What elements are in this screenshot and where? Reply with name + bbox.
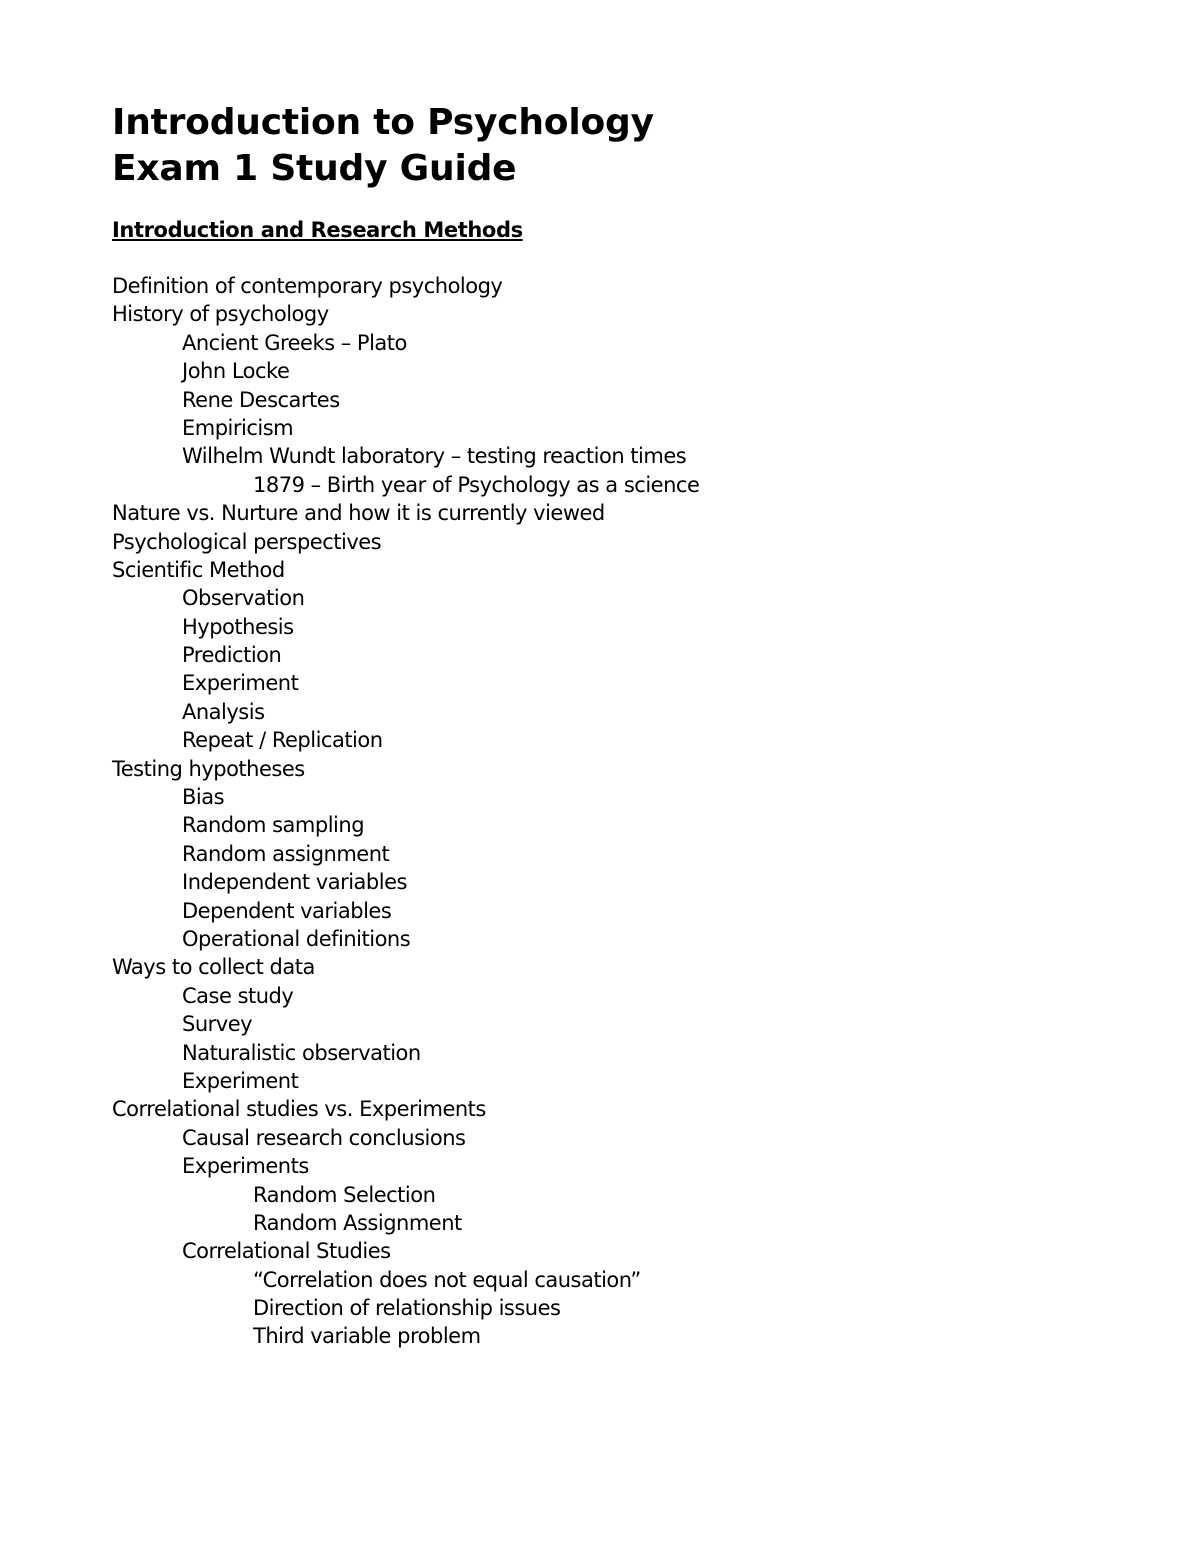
outline-item: Third variable problem xyxy=(253,1324,481,1349)
outline-item: Naturalistic observation xyxy=(182,1040,421,1065)
section-heading: Introduction and Research Methods xyxy=(112,218,523,242)
outline-item: History of psychology xyxy=(112,302,329,327)
outline-item: Ancient Greeks – Plato xyxy=(182,330,407,355)
outline-item: Independent variables xyxy=(182,870,407,895)
outline-item: Psychological perspectives xyxy=(112,529,382,554)
outline-item: John Locke xyxy=(182,359,290,384)
outline-item: Bias xyxy=(182,785,225,810)
outline-item: Case study xyxy=(182,983,294,1008)
outline-item: Scientific Method xyxy=(112,557,285,582)
outline-item: Testing hypotheses xyxy=(112,756,305,781)
outline-item: Experiment xyxy=(182,1068,299,1093)
outline-item: Random Assignment xyxy=(253,1210,462,1235)
outline-item: Random Selection xyxy=(253,1182,436,1207)
study-guide-outline xyxy=(112,272,1112,1351)
outline-item: Prediction xyxy=(182,643,282,668)
outline-item: Analysis xyxy=(182,699,265,724)
outline-item: Empiricism xyxy=(182,415,294,440)
outline-item: Wilhelm Wundt laboratory – testing reaction times xyxy=(182,444,687,469)
outline-item: Survey xyxy=(182,1012,253,1037)
outline-item: Nature vs. Nurture and how it is currently viewed xyxy=(112,501,605,526)
outline-item: Operational definitions xyxy=(182,926,411,951)
outline-item: Ways to collect data xyxy=(112,955,315,980)
outline-item: Hypothesis xyxy=(182,614,294,639)
outline-item: “Correlation does not equal causation” xyxy=(253,1267,641,1292)
outline-item: Correlational Studies xyxy=(182,1239,391,1264)
outline-item: Random assignment xyxy=(182,841,390,866)
outline-item: Dependent variables xyxy=(182,898,392,923)
outline-item: Direction of relationship issues xyxy=(253,1296,561,1321)
outline-item: Repeat / Replication xyxy=(182,728,383,753)
outline-item: 1879 – Birth year of Psychology as a science xyxy=(253,472,700,497)
outline-item: Correlational studies vs. Experiments xyxy=(112,1097,486,1122)
outline-item: Experiments xyxy=(182,1154,309,1179)
outline-item: Random sampling xyxy=(182,813,365,838)
outline-item: Rene Descartes xyxy=(182,387,340,412)
outline-item: Experiment xyxy=(182,671,299,696)
document-title-line-2: Exam 1 Study Guide xyxy=(112,148,517,189)
document-page xyxy=(112,100,1112,1351)
outline-item: Causal research conclusions xyxy=(182,1125,466,1150)
outline-item: Observation xyxy=(182,586,305,611)
outline-item: Definition of contemporary psychology xyxy=(112,274,503,298)
document-title-line-1: Introduction to Psychology xyxy=(112,102,654,143)
